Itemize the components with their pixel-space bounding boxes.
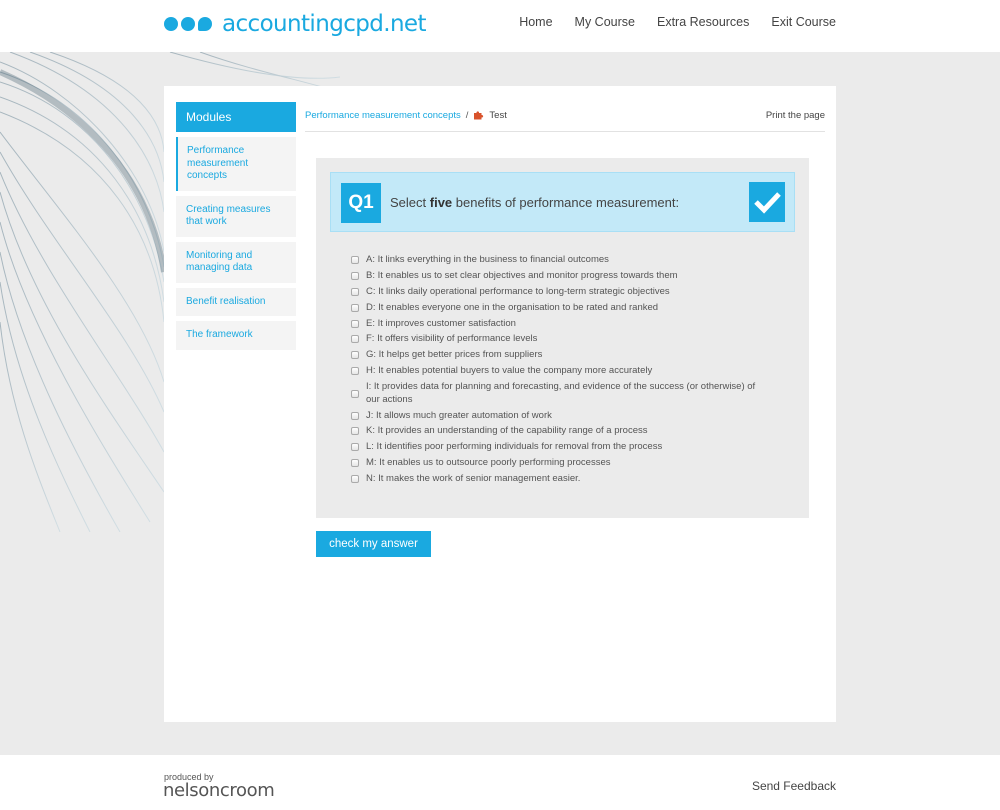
- print-page-link[interactable]: Print the page: [765, 110, 825, 121]
- footer: [0, 755, 1000, 810]
- checkbox[interactable]: [351, 390, 359, 398]
- answer-option-i[interactable]: [351, 381, 771, 406]
- main-nav: [519, 15, 836, 29]
- option-label: A: It links everything in the business to financial outcomes: [366, 254, 609, 265]
- checkbox[interactable]: [351, 272, 359, 280]
- answer-option-d[interactable]: [351, 302, 771, 315]
- answer-option-k[interactable]: [351, 425, 771, 438]
- answer-option-e[interactable]: [351, 318, 771, 331]
- answer-option-l[interactable]: [351, 441, 771, 454]
- breadcrumb-parent-link[interactable]: Performance measurement concepts: [305, 110, 461, 121]
- option-label: L: It identifies poor performing individuals for removal from the process: [366, 441, 663, 453]
- question-header: [330, 172, 795, 232]
- checkbox[interactable]: [351, 320, 359, 328]
- answer-option-g[interactable]: [351, 349, 771, 362]
- quiz-panel: [316, 158, 809, 518]
- modules-sidebar: [176, 102, 296, 355]
- option-label: J: It allows much greater automation of work: [366, 409, 552, 421]
- question-text-start: Select: [390, 195, 427, 210]
- sidebar-item-performance-measurement-concepts[interactable]: Performance measurement concepts: [176, 137, 296, 191]
- checkbox[interactable]: [351, 459, 359, 467]
- answer-option-b[interactable]: [351, 270, 771, 283]
- sidebar-item-framework[interactable]: The framework: [176, 321, 296, 350]
- logo-text: accountingcpd.net: [222, 11, 426, 37]
- sidebar-item-monitoring-data[interactable]: Monitoring and managing data: [176, 242, 296, 283]
- question-text-end: benefits of performance measurement:: [455, 195, 680, 210]
- checkbox[interactable]: [351, 351, 359, 359]
- question-text-emphasis: five: [429, 195, 453, 210]
- produced-by-label: produced by: [164, 772, 214, 782]
- top-bar: [0, 0, 1000, 52]
- answer-option-j[interactable]: [351, 410, 771, 423]
- content-card: [164, 86, 836, 722]
- checkmark-icon: [749, 182, 785, 222]
- main-content: [305, 102, 825, 550]
- checkbox[interactable]: [351, 367, 359, 375]
- breadcrumb: [305, 102, 825, 132]
- answer-option-m[interactable]: [351, 457, 771, 470]
- site-logo[interactable]: [164, 9, 426, 39]
- checkbox[interactable]: [351, 443, 359, 451]
- answer-option-c[interactable]: [351, 286, 771, 299]
- option-label: K: It provides an understanding of the capability range of a process: [366, 425, 648, 437]
- answer-option-h[interactable]: [351, 365, 771, 378]
- puzzle-icon: [473, 109, 484, 123]
- option-label: N: It makes the work of senior management easier.: [366, 473, 581, 485]
- check-answer-button[interactable]: check my answer: [316, 531, 431, 557]
- send-feedback-link[interactable]: Send Feedback: [751, 779, 836, 793]
- breadcrumb-separator: /: [465, 110, 469, 121]
- option-label: C: It links daily operational performance to long-term strategic objectives: [366, 285, 670, 297]
- sidebar-item-creating-measures[interactable]: Creating measures that work: [176, 196, 296, 237]
- nav-extra-resources[interactable]: Extra Resources: [656, 15, 750, 29]
- nav-my-course[interactable]: My Course: [574, 15, 635, 29]
- answer-option-f[interactable]: [351, 333, 771, 346]
- nelsoncroom-logo[interactable]: nelsoncroom: [163, 780, 275, 801]
- option-label: I: It provides data for planning and forecasting, and evidence of the success (or otherwise) of our actions: [366, 381, 756, 405]
- answer-option-n[interactable]: [351, 473, 771, 486]
- option-label: G: It helps get better prices from suppliers: [366, 349, 543, 361]
- option-label: H: It enables potential buyers to value the company more accurately: [366, 365, 653, 377]
- option-label: F: It offers visibility of performance levels: [366, 333, 538, 345]
- option-label: D: It enables everyone one in the organisation to be rated and ranked: [366, 301, 659, 313]
- checkbox[interactable]: [351, 288, 359, 296]
- nav-exit-course[interactable]: Exit Course: [771, 15, 836, 29]
- checkbox[interactable]: [351, 335, 359, 343]
- question-text: [390, 195, 679, 210]
- sidebar-item-benefit-realisation[interactable]: Benefit realisation: [176, 288, 296, 317]
- question-number: Q1: [341, 183, 381, 223]
- checkbox[interactable]: [351, 256, 359, 264]
- option-label: M: It enables us to outsource poorly performing processes: [366, 457, 611, 469]
- option-label: E: It improves customer satisfaction: [366, 317, 516, 329]
- sidebar-heading: Modules: [176, 102, 296, 132]
- checkbox[interactable]: [351, 475, 359, 483]
- option-label: B: It enables us to set clear objectives and monitor progress towards them: [366, 269, 678, 281]
- logo-dots-icon: [164, 17, 212, 31]
- answer-option-a[interactable]: [351, 254, 771, 267]
- answer-options: [351, 254, 771, 489]
- checkbox[interactable]: [351, 412, 359, 420]
- nav-home[interactable]: Home: [519, 15, 553, 29]
- checkbox[interactable]: [351, 427, 359, 435]
- checkbox[interactable]: [351, 304, 359, 312]
- breadcrumb-current: Test: [489, 110, 507, 121]
